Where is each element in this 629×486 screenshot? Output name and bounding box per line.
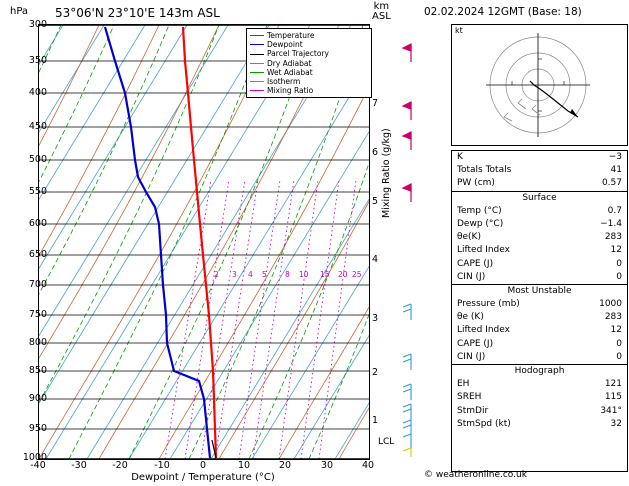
temp-tick--30: -30 [71,460,87,471]
index-key-mu-theta-e: θe (K) [457,312,484,323]
index-value-mu-cin: 0 [616,351,622,362]
index-value-pw: 0.57 [601,178,622,189]
legend-label-dry-adiabat: Dry Adiabat [267,58,312,68]
mixing-ratio-label-15: 15 [320,270,330,279]
index-key-sreh: SREH [457,392,482,403]
index-key-surface-temp: Temp (°C) [457,205,502,216]
height-tick-2: 2 [372,367,379,378]
index-key-surface-dewp: Dewp (°C) [457,218,504,229]
index-value-mu-cape: 0 [616,338,622,349]
index-key-mu-lifted-index: Lifted Index [457,325,510,336]
index-key-stmdir: StmDir [457,405,489,416]
pressure-tick-450: 450 [28,121,47,132]
hodograph-panel [451,24,628,146]
wind-barb-column [400,24,422,458]
index-row-stmspd [452,418,627,431]
legend-item-dewpoint [250,40,368,49]
index-row-pw [452,177,627,190]
height-tick-5: 5 [372,196,379,207]
index-value-surface-cape: 0 [616,258,622,269]
index-value-sreh: 115 [604,392,622,403]
pressure-tick-600: 600 [28,218,47,229]
legend-swatch-mixing-ratio [250,90,264,91]
legend-label-mixing-ratio: Mixing Ratio [267,86,314,96]
index-value-mu-lifted-index: 12 [610,325,622,336]
index-value-surface-dewp: −1.4 [600,218,622,229]
index-value-stmspd: 32 [610,418,622,429]
mixing-ratio-label-2: 2 [214,270,219,279]
temp-tick-40: 40 [361,460,375,471]
pressure-tick-900: 900 [28,393,47,404]
index-value-mu-pressure: 1000 [599,299,622,310]
chart-legend [246,28,372,98]
station-title: 53°06'N 23°10'E 143m ASL [55,6,220,20]
temp-tick-20: 20 [278,460,292,471]
index-key-surface-theta-e: θe(K) [457,232,481,243]
mixing-ratio-label-20: 20 [338,270,348,279]
pressure-tick-650: 650 [28,249,47,260]
index-key-stmspd: StmSpd (kt) [457,418,511,429]
temp-tick-0: 0 [199,460,207,471]
index-key-mu-pressure: Pressure (mb) [457,299,520,310]
legend-label-isotherm: Isotherm [267,77,301,87]
index-value-eh: 121 [604,379,622,390]
legend-swatch-parcel-trajectory [250,54,264,55]
date-title: 02.02.2024 12GMT (Base: 18) [424,6,582,18]
temp-tick--40: -40 [30,460,46,471]
index-key-surface-cape: CAPE (J) [457,258,494,269]
index-row-mu-cape [452,338,627,351]
mixing-ratio-label-10: 10 [299,270,309,279]
index-row-mu-cin [452,351,627,364]
legend-label-parcel-trajectory: Parcel Trajectory [267,49,329,59]
legend-item-parcel-trajectory [250,49,368,58]
km-label-line1: km [373,1,390,12]
pressure-tick-850: 850 [28,365,47,376]
index-row-mu-theta-e [452,311,627,324]
index-row-sreh [452,391,627,404]
height-axis-unit-label [372,2,391,22]
height-tick-6: 6 [372,147,379,158]
mixing-ratio-axis-title: Mixing Ratio (g/kg) [381,128,392,218]
right-column [424,0,629,486]
index-row-surface-temp [452,205,627,218]
pressure-tick-300: 300 [28,19,47,30]
section-header-most-unstable: Most Unstable [452,284,627,298]
index-row-surface-dewp [452,218,627,231]
index-row-surface-theta-e [452,231,627,244]
legend-swatch-wet-adiabat [250,72,264,73]
legend-item-dry-adiabat [250,59,368,68]
index-key-surface-lifted-index: Lifted Index [457,245,510,256]
index-value-surface-temp: 0.7 [607,205,622,216]
section-header-surface: Surface [452,191,627,205]
height-tick-4: 4 [372,254,379,265]
index-row-eh [452,378,627,391]
temp-tick-30: 30 [320,460,334,471]
legend-swatch-dry-adiabat [250,63,264,64]
legend-item-isotherm [250,77,368,86]
indices-panel [451,150,628,472]
pressure-tick-400: 400 [28,87,47,98]
legend-item-temperature [250,31,368,40]
index-key-mu-cape: CAPE (J) [457,338,494,349]
pressure-tick-950: 950 [28,423,47,434]
pressure-tick-550: 550 [28,186,47,197]
height-tick-1: 1 [372,415,379,426]
section-header-hodograph: Hodograph [452,364,627,378]
mixing-ratio-label-5: 5 [262,270,267,279]
index-key-surface-cin: CIN (J) [457,271,486,282]
mixing-ratio-label-4: 4 [248,270,253,279]
index-key-mu-cin: CIN (J) [457,351,486,362]
index-value-totals-totals: 41 [610,165,622,176]
index-value-surface-lifted-index: 12 [610,245,622,256]
hodograph-unit-label: kt [455,26,463,35]
dewpoint-curve [105,27,210,458]
temp-tick--10: -10 [154,460,170,471]
index-key-k: K [457,152,463,162]
index-value-stmdir: 341° [600,405,622,416]
index-row-totals-totals [452,164,627,177]
legend-label-temperature: Temperature [267,31,315,40]
lcl-label: LCL [378,437,395,447]
legend-swatch-dewpoint [250,44,264,45]
index-row-k [452,151,627,164]
index-row-surface-lifted-index [452,244,627,257]
pressure-tick-800: 800 [28,337,47,348]
legend-label-wet-adiabat: Wet Adiabat [267,67,313,77]
index-row-mu-pressure [452,298,627,311]
index-row-mu-lifted-index [452,324,627,337]
wind-barbs [400,24,422,458]
index-value-k: −3 [608,152,622,162]
pressure-tick-750: 750 [28,309,47,320]
index-key-eh: EH [457,379,470,390]
temp-tick--20: -20 [112,460,128,471]
index-key-pw: PW (cm) [457,178,495,189]
km-label-line2: ASL [372,11,391,22]
copyright-notice: © weatheronline.co.uk [424,470,527,480]
height-tick-3: 3 [372,313,379,324]
hodograph-graphics [452,25,625,143]
index-row-stmdir [452,405,627,418]
pressure-tick-350: 350 [28,55,47,66]
x-axis-title: Dewpoint / Temperature (°C) [131,472,275,483]
index-value-surface-theta-e: 283 [604,232,622,243]
temp-tick-10: 10 [237,460,251,471]
index-row-surface-cin [452,271,627,284]
legend-swatch-isotherm [250,81,264,82]
pressure-tick-700: 700 [28,279,47,290]
legend-swatch-temperature [250,35,264,36]
index-value-mu-theta-e: 283 [604,312,622,323]
legend-item-mixing-ratio [250,86,368,95]
temperature-curve [183,27,216,458]
mixing-ratio-label-25: 25 [352,270,362,279]
height-tick-7: 7 [372,98,379,109]
pressure-axis-unit-label: hPa [10,6,29,17]
mixing-ratio-label-3: 3 [232,270,237,279]
mixing-ratio-label-8: 8 [285,270,290,279]
index-key-totals-totals: Totals Totals [457,165,512,176]
legend-label-dewpoint: Dewpoint [267,40,303,50]
legend-item-wet-adiabat [250,68,368,77]
pressure-tick-1000: 1000 [22,452,47,463]
pressure-tick-500: 500 [28,154,47,165]
index-value-surface-cin: 0 [616,271,622,282]
index-row-surface-cape [452,258,627,271]
